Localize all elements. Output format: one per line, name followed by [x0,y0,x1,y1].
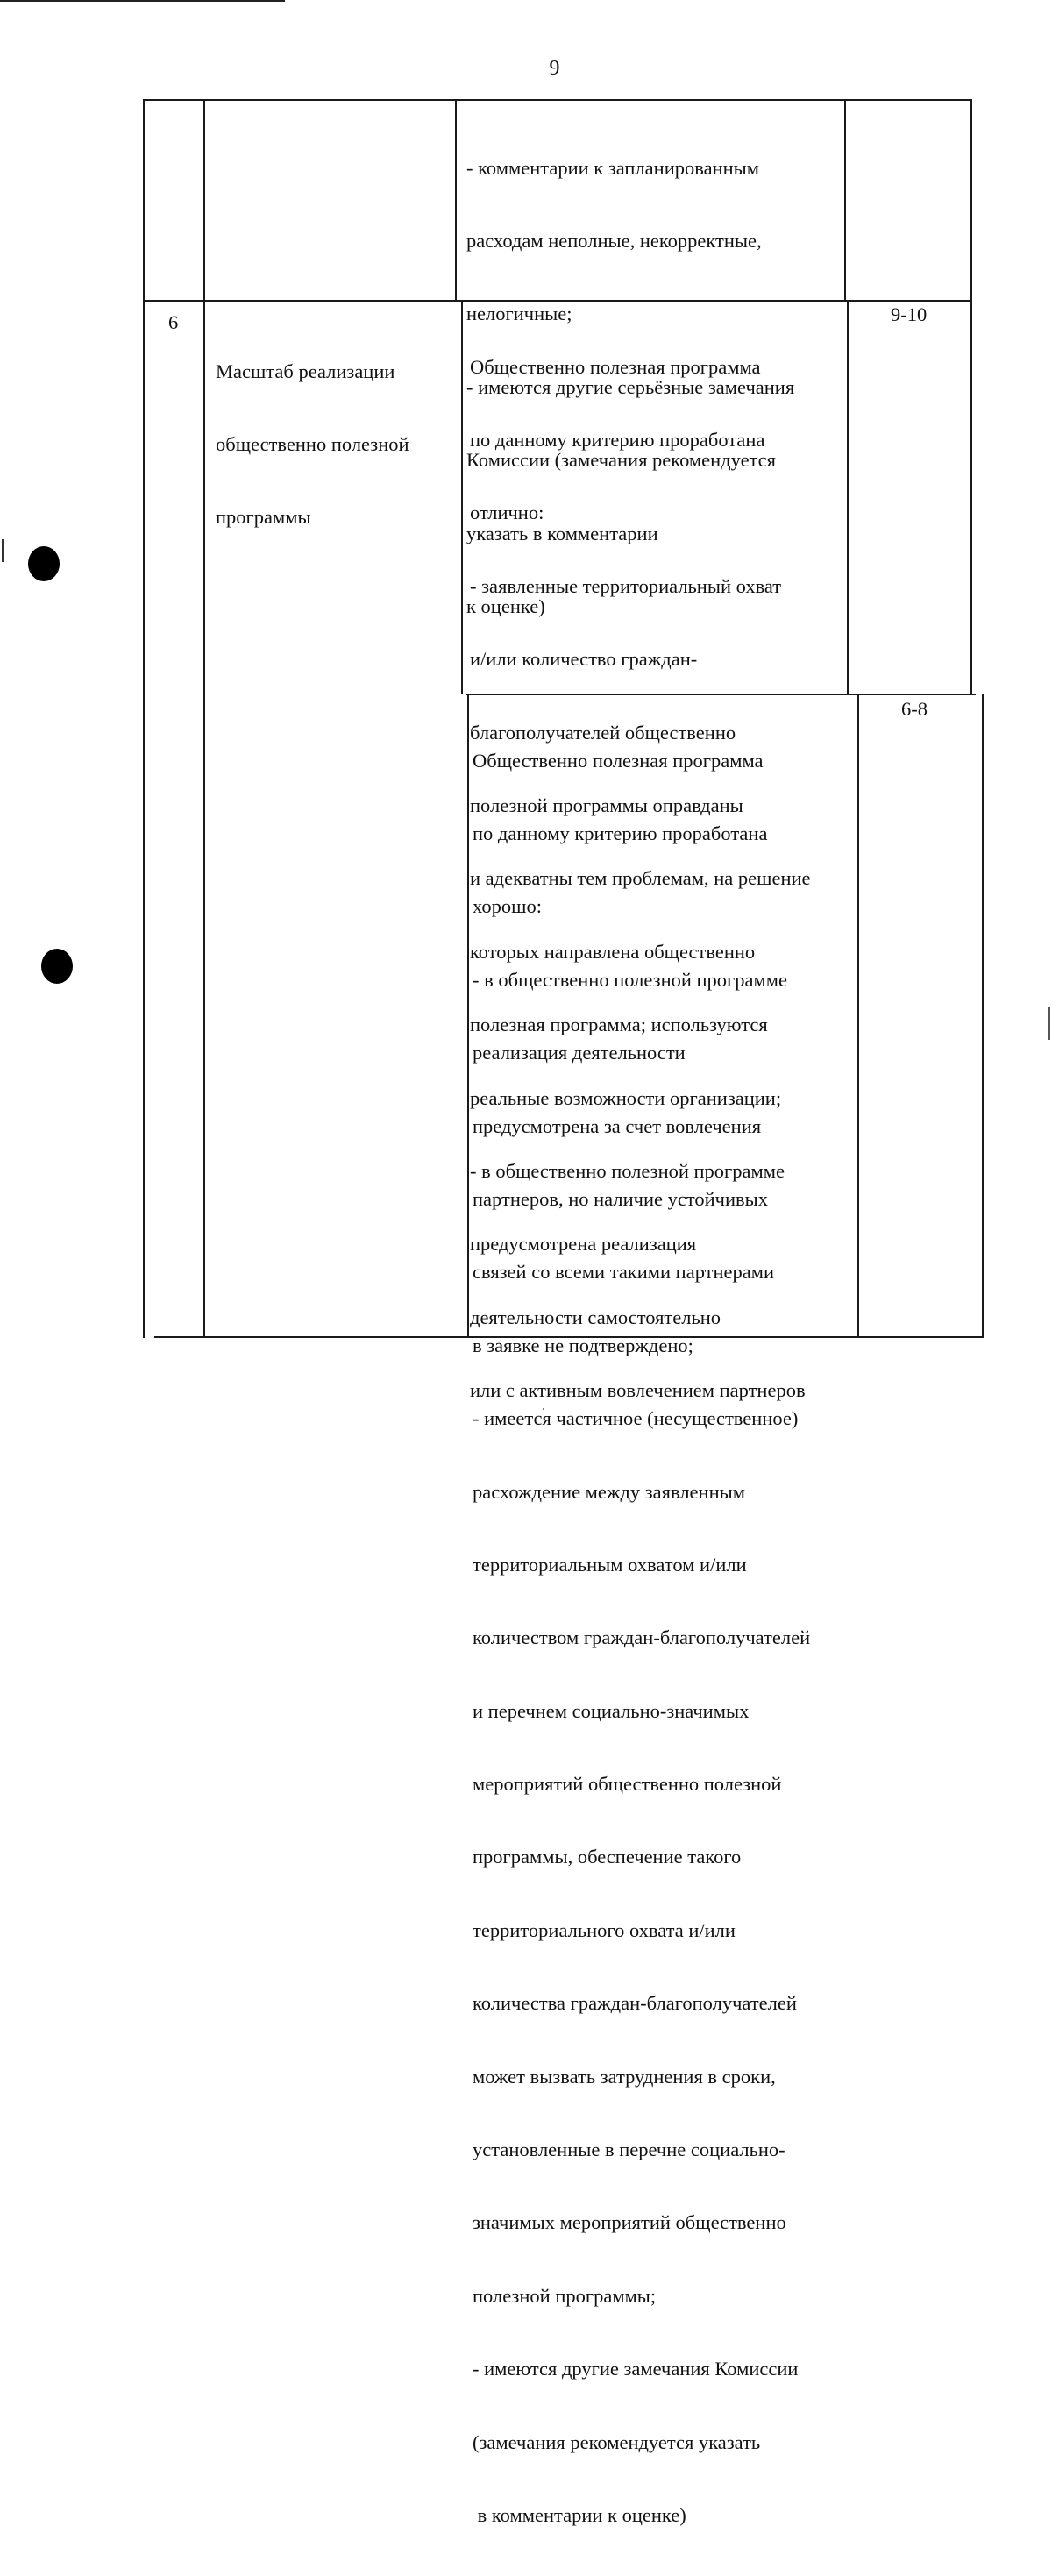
text-line: реализация деятельности [473,1042,686,1064]
text-line: общественно полезной [216,432,409,455]
text-line: отлично: [470,502,544,524]
text-line: к оценке) [466,594,545,617]
text-line: в комментарии к оценке) [473,2503,686,2526]
punch-hole-top [28,546,60,581]
column-divider-2-mid [461,300,463,694]
text-line: полезной программы; [473,2284,657,2307]
text-line: связей со всеми такими партнерами [473,1261,775,1284]
text-line: количеством граждан-благополучателей [473,1626,811,1649]
text-line: предусмотрена реализация [470,1233,697,1256]
text-line: полезной программы оправданы [470,793,743,816]
text-line: и адекватны тем проблемам, на решение [470,867,811,890]
text-line: предусмотрена за счет вовлечения [473,1114,762,1137]
table-right-border-upper [970,99,972,695]
text-line: полезная программа; используются [470,1014,768,1036]
criterion-name [216,310,409,579]
text-line: мероприятий общественно полезной [473,1773,782,1796]
table-top-border [143,99,972,101]
text-line: (замечания рекомендуется указать [473,2430,761,2453]
column-divider-1 [203,99,205,1338]
column-divider-3-upper [844,99,846,301]
column-divider-3-mid [847,300,849,694]
level-good-score: 6-8 [901,698,928,720]
text-line: значимых мероприятий общественно [473,2211,786,2234]
text-line: по данному критерию проработана [473,822,768,844]
text-line: деятельности самостоятельно [470,1306,721,1328]
text-line: в заявке не подтверждено; [473,1334,693,1356]
page-number: 9 [549,57,560,80]
text-line: расхождение между заявленным [473,1480,745,1503]
text-line: нелогичные; [466,302,572,325]
table-right-border-lower [982,694,984,1338]
text-line: может вызвать затруднения в сроки, [473,2065,776,2088]
column-divider-3-lower [857,694,859,1338]
text-line: количества граждан-благополучателей [473,1992,797,2015]
text-line: партнеров, но наличие устойчивых [473,1187,769,1210]
row-number: 6 [168,311,179,333]
column-divider-2-upper [455,99,457,301]
text-line: расходам неполные, некорректные, [466,229,762,252]
text-line: которых направлена общественно [470,940,756,963]
text-line: благополучателей общественно [470,721,736,744]
text-line: и/или количество граждан- [470,648,698,671]
text-line: хорошо: [473,895,542,918]
text-line: - имеются другие замечания Комиссии [473,2358,799,2380]
text-line: реальные возможности организации; [470,1086,782,1109]
table-left-border [143,99,145,1338]
text-line: установленные в перечне социально- [473,2138,785,2161]
text-line: территориальным охватом и/или [473,1553,747,1576]
text-line: - заявленные территориальный охват [470,574,782,597]
level-good-description [473,700,810,2576]
text-line: территориального охвата и/или [473,1918,736,1941]
scan-top-rule [0,0,285,2]
text-line: и перечнем социально-значимых [473,1699,750,1722]
text-line: - в общественно полезной программе [470,1159,785,1182]
column-divider-2-lower [467,694,469,1338]
scan-edge-mark-right [1048,1007,1050,1040]
text-line: Масштаб реализации [216,359,395,382]
text-line: Комиссии (замечания рекомендуется [466,449,777,472]
scan-edge-mark [2,539,4,562]
text-line: по данному критерию проработана [470,428,765,451]
text-line: Общественно полезная программа [470,355,761,378]
text-line: - имеются другие серьёзные замечания [466,375,795,398]
text-line: - имеется частичное (несущественное) [473,1407,799,1430]
text-line: или с активным вовлечением партнеров [470,1379,806,1402]
text-line: программы, обеспечение такого [473,1846,742,1868]
text-line: - комментарии к запланированным [466,156,760,179]
level-excellent-score: 9-10 [891,303,928,325]
text-line: Общественно полезная программа [473,749,764,772]
text-line: программы [216,506,311,529]
punch-hole-bottom [41,949,73,984]
text-line: - в общественно полезной программе [473,968,787,991]
text-line: указать в комментарии [466,522,658,544]
